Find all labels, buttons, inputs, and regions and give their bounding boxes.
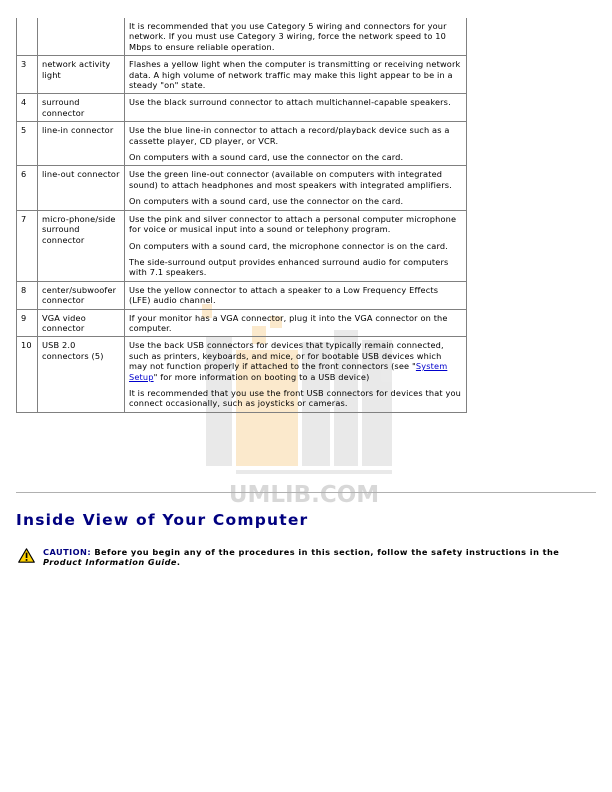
description-paragraph: On computers with a sound card, use the connector on the card. <box>129 152 404 163</box>
caution-end: . <box>176 557 181 568</box>
watermark-text: UMLIB.COM <box>228 482 380 508</box>
description-paragraph: It is recommended that you use Category 5 wiring and connectors for your network. If you must use Category 3 wiring, force the network speed to 10 Mbps to ensure reliable operation. <box>129 21 447 52</box>
table-row <box>17 122 467 166</box>
description-paragraph: On computers with a sound card, use the connector on the card. <box>129 196 404 207</box>
connector-table <box>16 18 467 413</box>
connector-description <box>125 337 467 412</box>
connector-description <box>125 56 467 94</box>
description-paragraph: Use the green line-out connector (available on computers with integrated sound) to attach headphones and most speakers with integrated amplifiers. <box>129 169 452 190</box>
connector-name: network activity light <box>38 56 125 94</box>
description-paragraph: It is recommended that you use the front USB connectors for devices that you connect occasionally, such as joysticks or cameras. <box>129 387 461 409</box>
table-row <box>17 94 467 122</box>
description-paragraph: Use the pink and silver connector to attach a personal computer microphone for voice or musical input into a sound or telephony program. <box>129 213 457 235</box>
connector-name: line-out connector <box>38 166 125 210</box>
description-paragraph: If your monitor has a VGA connector, plug it into the VGA connector on the computer. <box>129 312 448 333</box>
connector-name: line-in connector <box>38 122 125 166</box>
table-row <box>17 281 467 309</box>
connector-name: micro-phone/side surround connector <box>38 210 125 281</box>
section-title: Inside View of Your Computer <box>16 511 309 529</box>
connector-name: VGA video connector <box>38 309 125 337</box>
row-number: 6 <box>17 166 38 210</box>
row-number: 7 <box>17 210 38 281</box>
connector-name <box>38 18 125 56</box>
caution-body: Before you begin any of the procedures in this section, follow the safety instructions in the <box>91 547 560 557</box>
connector-description <box>125 166 467 210</box>
table-row <box>17 166 467 210</box>
usb-text-after: " for more information on booting to a USB device) <box>153 371 370 382</box>
connector-description <box>125 18 467 56</box>
row-number <box>17 18 38 56</box>
description-paragraph: Flashes a yellow light when the computer is transmitting or receiving network data. A high volume of network traffic may make this light appear to be in a steady "on" state. <box>129 59 461 91</box>
description-paragraph: Use the black surround connector to attach multichannel-capable speakers. <box>129 97 451 108</box>
row-number: 3 <box>17 56 38 94</box>
connector-description <box>125 309 467 337</box>
usb-text-before: Use the back USB connectors for devices that typically remain connected, such as printers, keyboards, and mice, or for bootable USB devices which may not function properly if attached to the front connectors (see " <box>129 340 444 372</box>
section-divider <box>16 492 596 493</box>
connector-name: USB 2.0 connectors (5) <box>38 337 125 412</box>
system-setup-link[interactable]: System Setup <box>129 361 448 382</box>
row-number: 5 <box>17 122 38 166</box>
description-paragraph <box>129 340 462 382</box>
table-row <box>17 210 467 281</box>
description-paragraph: Use the yellow connector to attach a speaker to a Low Frequency Effects (LFE) audio channel. <box>129 284 439 306</box>
row-number: 9 <box>17 309 38 337</box>
row-number: 8 <box>17 281 38 309</box>
description-paragraph: The side-surround output provides enhanced surround audio for computers with 7.1 speakers. <box>129 256 449 278</box>
caution-label: CAUTION: <box>43 547 92 557</box>
connector-description <box>125 122 467 166</box>
connector-name: surround connector <box>38 94 125 122</box>
connector-name: center/subwoofer connector <box>38 281 125 309</box>
table-row <box>17 337 467 412</box>
connector-description <box>125 210 467 281</box>
description-paragraph: On computers with a sound card, the microphone connector is on the card. <box>129 240 448 251</box>
table-row <box>17 309 467 337</box>
table-row <box>17 18 467 56</box>
row-number: 10 <box>17 337 38 412</box>
warning-triangle-icon <box>18 548 35 563</box>
product-information-guide: Product Information Guide <box>43 557 177 568</box>
connector-description <box>125 281 467 309</box>
row-number: 4 <box>17 94 38 122</box>
caution-text <box>43 547 583 568</box>
description-paragraph: Use the blue line-in connector to attach a record/playback device such as a cassette player, CD player, or VCR. <box>129 125 450 146</box>
table-row <box>17 56 467 94</box>
connector-description <box>125 94 467 122</box>
